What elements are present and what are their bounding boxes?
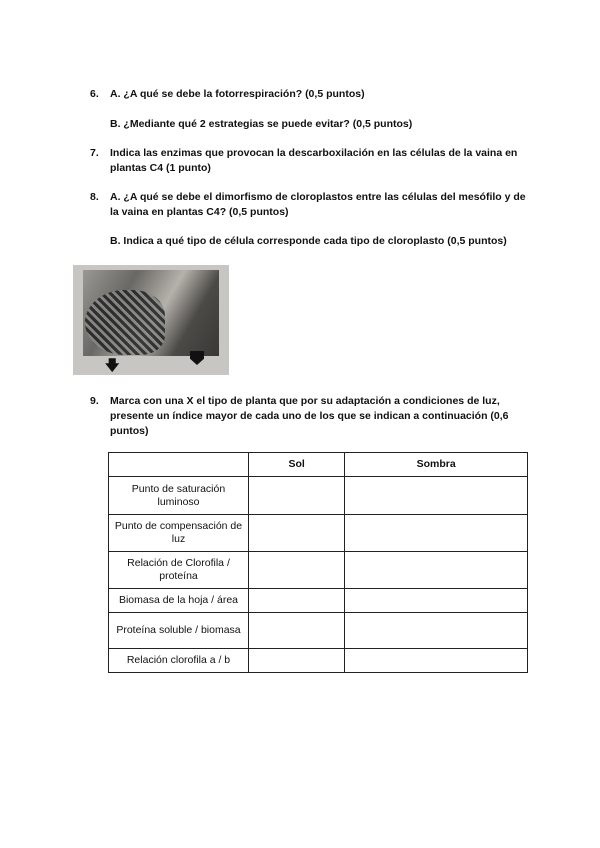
sol-cell[interactable] — [249, 649, 345, 673]
sombra-cell[interactable] — [345, 515, 528, 552]
document-page: 6. A. ¿A qué se debe la fotorrespiración? (0,5 puntos) B. ¿Mediante qué 2 estrategias se puede evitar? (0,5 puntos) 7. Indica las enzimas que provocan la descarboxilación en las células de la vaina en plantas C4 (1 punto) 8. A. ¿A qué se debe el dimorfismo de cloroplastos entre las células del mesófilo y de la vaina en plantas C4? (0,5 puntos) B. Indica a qué tipo de célula corresponde cada tipo de cloroplasto (0,5 puntos) 🡇 9. Marca con una X el tipo de planta que por su adaptación a condiciones de luz, presente un índice mayor de cada uno de los que se indican a continuación (0,6 puntos) Sol Sombra Punto de saturación luminoso Punto de compensación de luz Relación de Clorofila / proteína Biomasa de la hoja / área Proteína soluble / biomasa Relación clorofila a / b — [0, 0, 600, 848]
chloroplast-micrograph — [73, 265, 229, 375]
sombra-cell[interactable] — [345, 552, 528, 589]
table-header — [109, 453, 528, 477]
sol-cell[interactable] — [249, 477, 345, 515]
header-blank — [109, 453, 249, 477]
arrow-down-icon: 🡇 — [105, 357, 120, 373]
row-label: Biomasa de la hoja / área — [109, 589, 249, 613]
cell-texture — [85, 290, 165, 355]
row-label: Relación clorofila a / b — [109, 649, 249, 673]
table-row — [109, 589, 528, 613]
row-label: Proteína soluble / biomasa — [109, 613, 249, 649]
row-label: Punto de saturación luminoso — [109, 477, 249, 515]
sol-cell[interactable] — [249, 515, 345, 552]
sombra-cell[interactable] — [345, 589, 528, 613]
table-row — [109, 477, 528, 515]
arrow-pointer-icon — [190, 351, 204, 365]
sombra-cell[interactable] — [345, 477, 528, 515]
table-row — [109, 613, 528, 649]
table-row — [109, 649, 528, 673]
micrograph-image — [83, 270, 219, 356]
row-label: Relación de Clorofila / proteína — [109, 552, 249, 589]
table-row — [109, 552, 528, 589]
header-sombra: Sombra — [345, 453, 528, 477]
sol-cell[interactable] — [249, 589, 345, 613]
table-row — [109, 515, 528, 552]
header-sol: Sol — [249, 453, 345, 477]
sombra-cell[interactable] — [345, 649, 528, 673]
sol-cell[interactable] — [249, 613, 345, 649]
sombra-cell[interactable] — [345, 613, 528, 649]
sol-cell[interactable] — [249, 552, 345, 589]
light-adaptation-table — [108, 452, 528, 673]
row-label: Punto de compensación de luz — [109, 515, 249, 552]
